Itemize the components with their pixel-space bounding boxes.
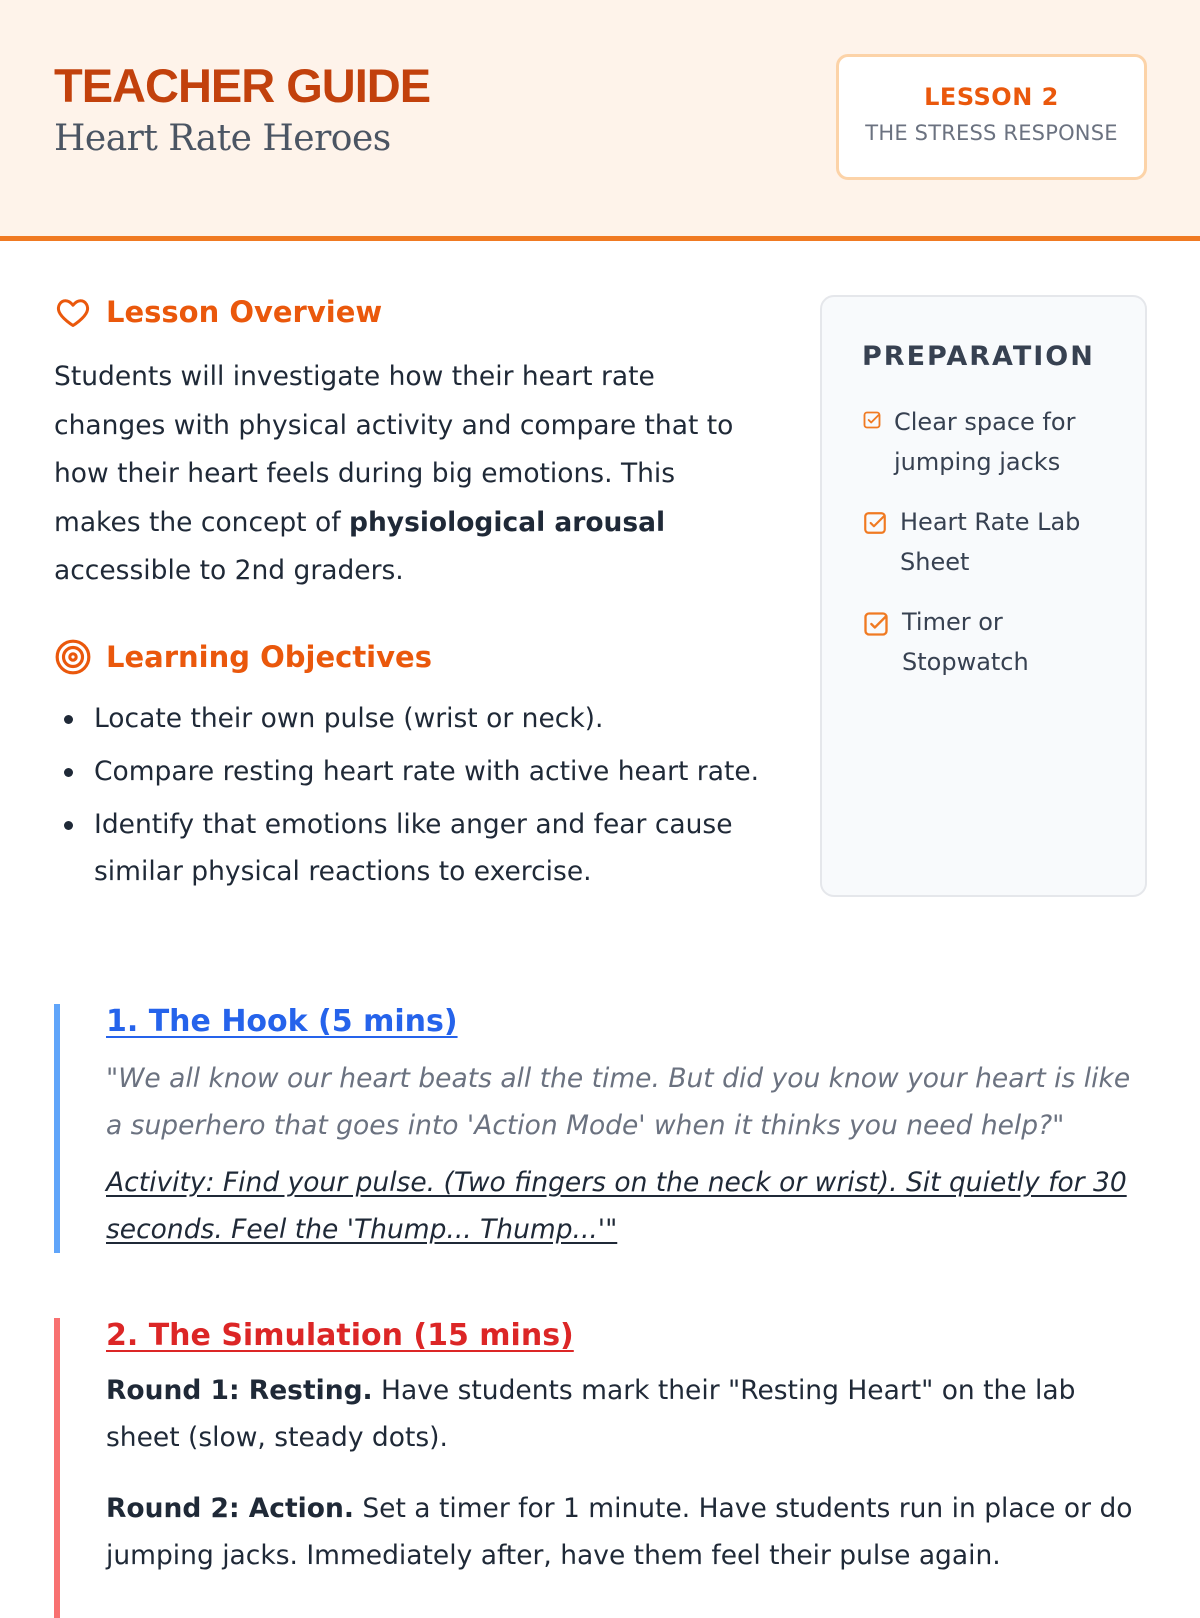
overview-text-bold: physiological arousal: [348, 506, 666, 538]
simulation-section: [54, 1318, 1154, 1618]
lesson-topic: THE STRESS RESPONSE: [865, 121, 1118, 145]
round-2-paragraph: [106, 1485, 1154, 1579]
round-2-text: Set a timer for 1 minute. Have students run in place or do jumping jacks. Immediately after, have them feel their pulse again.: [106, 1493, 1133, 1571]
overview-heading-label: Lesson Overview: [106, 295, 383, 329]
hook-activity: Activity: Find your pulse. (Two fingers on the neck or wrist). Sit quietly for 30 seconds. Feel the 'Thump... Thump...'": [106, 1167, 1127, 1245]
overview-text-end: accessible to 2nd graders.: [54, 555, 404, 586]
overview-text: [54, 353, 744, 596]
objectives-heading: [54, 638, 432, 676]
objective-item: Compare resting heart rate with active heart rate.: [54, 748, 774, 795]
objective-item: Identify that emotions like anger and fear cause similar physical reactions to exercise.: [54, 801, 774, 895]
page-header: [0, 0, 1200, 241]
prep-item-label: Clear space for jumping jacks: [894, 408, 1076, 476]
page-title: TEACHER GUIDE: [54, 59, 431, 112]
overview-heading: [54, 294, 382, 330]
lesson-number: LESSON 2: [924, 83, 1059, 111]
checkbox-icon: [862, 410, 882, 430]
target-icon: [54, 638, 92, 676]
prep-item-label: Heart Rate Lab Sheet: [900, 508, 1081, 576]
heart-icon: [54, 294, 92, 330]
prep-item: [862, 502, 1102, 582]
preparation-panel: [820, 295, 1147, 897]
checkbox-icon: [862, 510, 888, 536]
objectives-heading-label: Learning Objectives: [106, 640, 432, 674]
round-2-label: Round 2: Action.: [106, 1493, 354, 1524]
prep-item: [862, 602, 1062, 682]
objectives-list: [54, 695, 774, 901]
objective-item: Locate their own pulse (wrist or neck).: [54, 695, 774, 742]
page-subtitle: Heart Rate Heroes: [54, 118, 391, 159]
preparation-title: PREPARATION: [862, 341, 1095, 372]
prep-item-label: Timer or Stopwatch: [902, 608, 1029, 676]
checkbox-icon: [862, 610, 890, 638]
round-1-paragraph: [106, 1367, 1154, 1461]
round-1-label: Round 1: Resting.: [106, 1375, 373, 1406]
hook-section: [54, 1004, 1154, 1253]
hook-title: 1. The Hook (5 mins): [106, 1004, 458, 1039]
lesson-badge: [836, 54, 1147, 180]
overview-text-start: Students will investigate how their heart rate changes with physical activity and compare that to how their heart feels during big emotions. This makes the concept of: [54, 361, 734, 538]
hook-quote: "We all know our heart beats all the time. But did you know your heart is like a superhero that goes into 'Action Mode' when it thinks you need help?": [106, 1063, 1131, 1141]
simulation-title: 2. The Simulation (15 mins): [106, 1318, 574, 1353]
prep-item: [862, 402, 1102, 482]
round-1-text: Have students mark their "Resting Heart" on the lab sheet (slow, steady dots).: [106, 1375, 1076, 1453]
